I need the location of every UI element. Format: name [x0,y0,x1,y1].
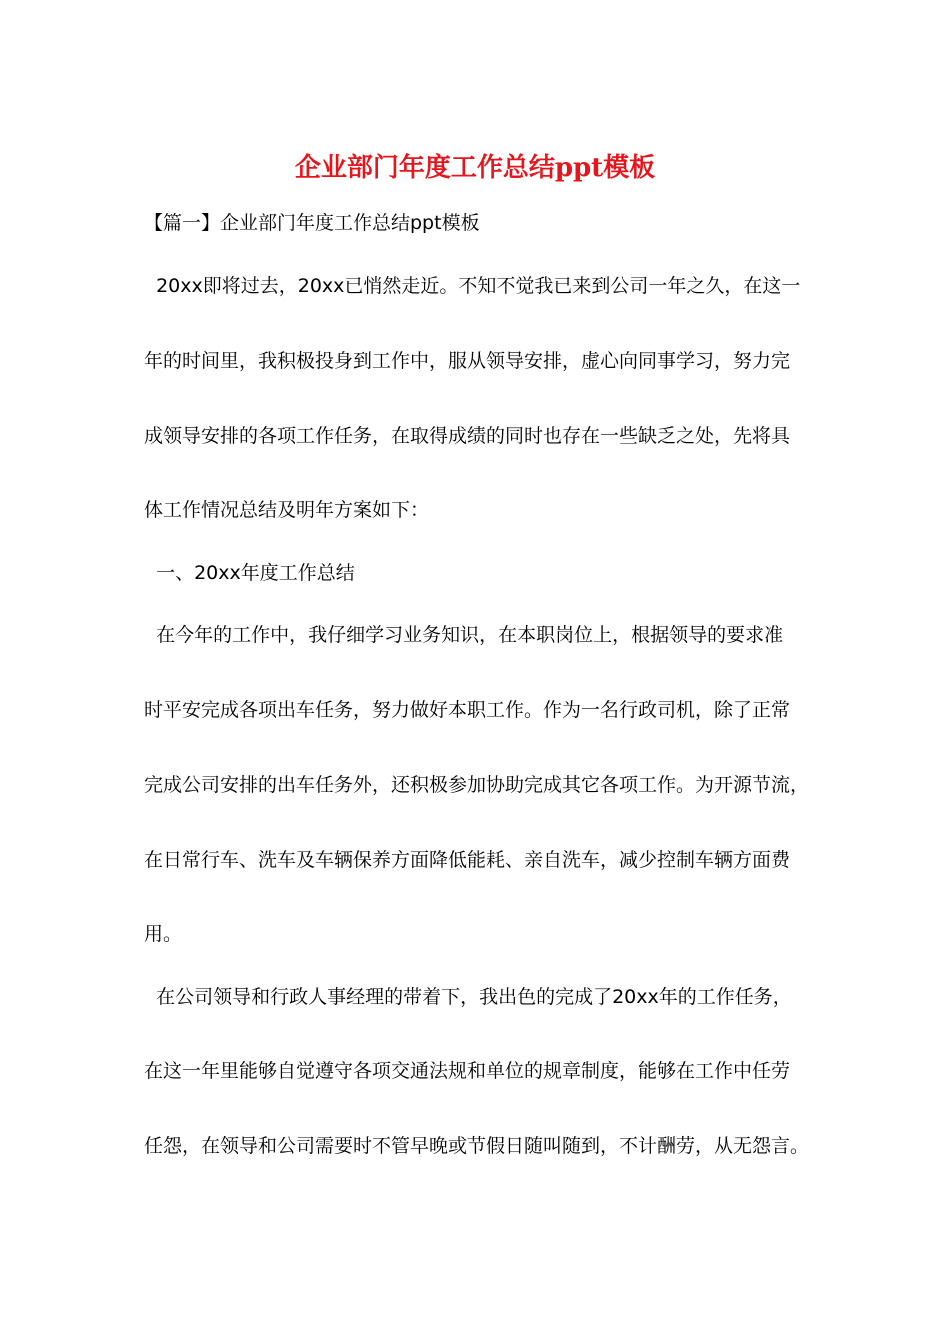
paragraph-line: 年的时间里，我积极投身到工作中，服从领导安排，虚心向同事学习，努力完 [144,350,791,372]
paragraph-line: 成领导安排的各项工作任务，在取得成绩的同时也存在一些缺乏之处，先将具 [144,425,791,447]
paragraph-line: 在今年的工作中，我仔细学习业务知识，在本职岗位上，根据领导的要求准 [144,624,784,646]
paragraph-line: 任怨，在领导和公司需要时不管早晚或节假日随叫随到，不计酬劳，从无怨言。 [144,1135,810,1157]
paragraph-line: 在这一年里能够自觉遵守各项交通法规和单位的规章制度，能够在工作中任劳 [144,1060,791,1082]
paragraph-line: 体工作情况总结及明年方案如下： [144,499,430,521]
document-title: 企业部门年度工作总结ppt模板 [294,153,656,183]
section-heading: 【篇一】企业部门年度工作总结ppt模板 [144,212,480,234]
paragraph-line: 用。 [144,923,183,945]
paragraph-line: 完成公司安排的出车任务外，还积极参加协助完成其它各项工作。为开源节流， [144,774,810,796]
paragraph-line: 20xx即将过去，20xx已悄然走近。不知不觉我已来到公司一年之久，在这一 [144,275,801,297]
paragraph-line: 在日常行车、洗车及车辆保养方面降低能耗、亲自洗车，减少控制车辆方面费 [144,849,791,871]
subsection-heading: 一、20xx年度工作总结 [144,562,355,584]
paragraph-line: 时平安完成各项出车任务，努力做好本职工作。作为一名行政司机，除了正常 [144,699,791,721]
paragraph-line: 在公司领导和行政人事经理的带着下，我出色的完成了20xx年的工作任务， [144,986,792,1008]
